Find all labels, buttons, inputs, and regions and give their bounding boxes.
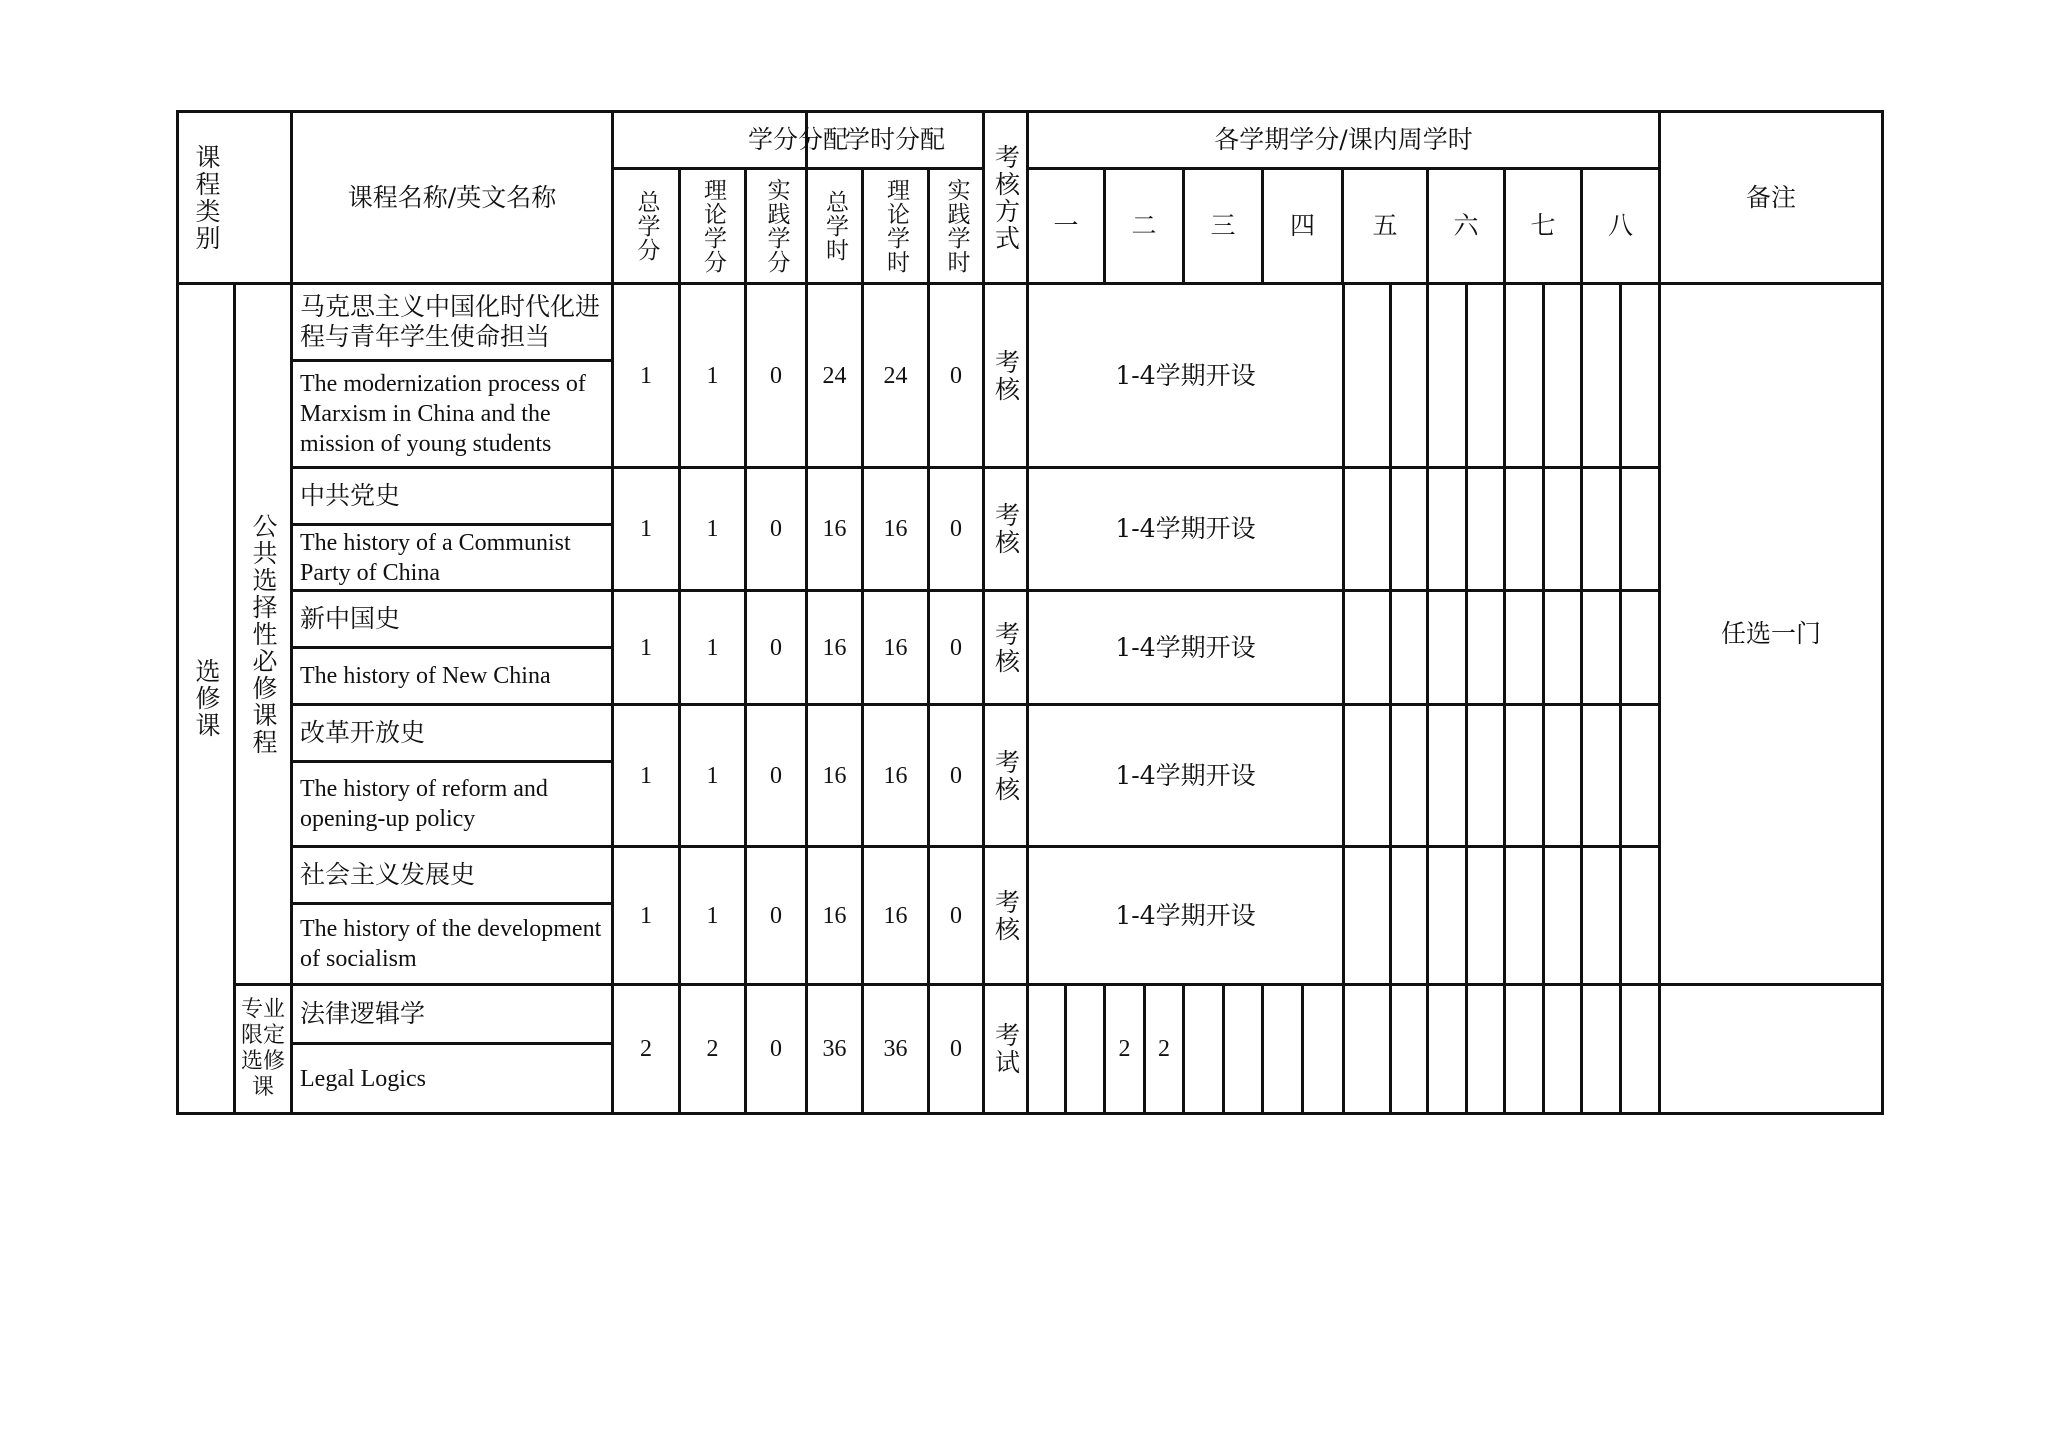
grid-line	[1503, 282, 1506, 983]
grid-line	[1261, 983, 1264, 1115]
assessment: 考核	[991, 888, 1021, 943]
course-name-zh: 新中国史	[300, 604, 401, 633]
assessment: 考核	[991, 620, 1021, 675]
grid-line	[1503, 983, 1506, 1115]
course-name-en: The history of reform and opening-up policy	[300, 776, 548, 832]
credit-practice: 0	[770, 362, 782, 389]
credit-practice: 0	[770, 902, 782, 929]
semester-note: 1-4学期开设	[1115, 760, 1256, 790]
grid-line	[1542, 282, 1545, 983]
grid-line	[1465, 983, 1468, 1115]
header-assessment: 考核方式	[991, 143, 1021, 252]
header-credit-total: 总学分	[633, 190, 660, 262]
hour-theory: 16	[883, 634, 908, 661]
credit-theory: 1	[706, 362, 719, 389]
course-name-en: The history of the development of socialism	[300, 916, 602, 972]
grid-line	[1389, 983, 1392, 1115]
grid-line	[1301, 983, 1304, 1115]
credit-total: 1	[640, 516, 652, 542]
hour-practice: 0	[950, 516, 962, 542]
grid-line	[1064, 983, 1067, 1115]
header-semester-4: 四	[1289, 211, 1315, 240]
grid-line	[1465, 282, 1468, 983]
category-elective: 选修课	[192, 658, 221, 739]
hour-total: 16	[822, 634, 847, 661]
course-name-zh: 社会主义发展史	[300, 860, 476, 889]
grid-line	[1342, 282, 1345, 983]
header-credit-practice: 实践学分	[763, 178, 790, 274]
header-semester-8: 八	[1607, 211, 1633, 240]
credit-practice: 0	[770, 516, 782, 542]
header-semester-3: 三	[1210, 211, 1236, 240]
grid-line	[1580, 983, 1583, 1115]
grid-line	[1426, 282, 1429, 983]
course-name-zh: 改革开放史	[300, 718, 426, 747]
hour-practice: 0	[950, 634, 962, 661]
hour-theory: 16	[883, 516, 908, 542]
course-name-en: Legal Logics	[300, 1065, 426, 1092]
hour-practice: 0	[950, 362, 962, 389]
grid-line	[1342, 983, 1345, 1115]
header-semester-2: 二	[1131, 211, 1157, 240]
hour-total: 16	[822, 762, 847, 789]
credit-practice: 0	[770, 634, 782, 661]
assessment: 考核	[991, 502, 1021, 556]
semester-note: 1-4学期开设	[1115, 900, 1256, 930]
course-name-zh: 法律逻辑学	[300, 999, 426, 1028]
assessment: 考核	[991, 748, 1021, 803]
header-hour-practice: 实践学时	[943, 178, 970, 274]
header-semester-1: 一	[1053, 211, 1079, 240]
header-credit-theory: 理论学分	[700, 178, 726, 274]
course-name-zh: 中共党史	[300, 481, 401, 510]
hour-theory: 16	[883, 762, 908, 789]
grid-line	[1426, 983, 1429, 1115]
grid-line	[1542, 983, 1545, 1115]
grid-line	[1619, 983, 1622, 1115]
header-semester-group: 各学期学分/课内周学时	[1214, 125, 1473, 154]
grid-line	[1619, 282, 1622, 983]
semester-note: 1-4学期开设	[1115, 632, 1256, 662]
credit-total: 1	[640, 634, 652, 661]
semester-note: 1-4学期开设	[1115, 360, 1256, 390]
semester-2-credit: 2	[1118, 1036, 1131, 1062]
course-name-en: The history of a Communist Party of China	[300, 529, 571, 586]
grid-line	[1389, 282, 1392, 983]
header-course-name: 课程名称/英文名称	[347, 182, 557, 212]
credit-total: 1	[640, 902, 652, 929]
semester-note: 1-4学期开设	[1115, 514, 1256, 543]
course-name-zh: 马克思主义中国化时代化进程与青年学生使命担当	[300, 292, 601, 351]
header-semester-5: 五	[1372, 211, 1398, 240]
header-remarks: 备注	[1745, 182, 1796, 212]
hour-total: 16	[822, 516, 847, 542]
header-hour-dist: 学时分配	[844, 125, 945, 154]
group-major-elective-text: 专业限定选修课	[240, 997, 285, 1100]
credit-total: 1	[640, 762, 652, 789]
grid-line	[1222, 983, 1225, 1115]
hour-total: 24	[822, 362, 847, 389]
group-public-elective: 公共选择性必修课程	[249, 512, 278, 756]
group-major-elective	[236, 986, 290, 1112]
header-hour-theory: 理论学时	[883, 178, 909, 274]
credit-total: 1	[640, 362, 652, 389]
credit-theory: 1	[706, 762, 719, 789]
hour-total: 16	[822, 902, 847, 929]
hour-theory: 16	[883, 902, 908, 929]
credit-theory: 1	[706, 902, 719, 929]
header-hour-total: 总学时	[822, 190, 848, 262]
assessment: 考核	[991, 348, 1021, 403]
table-border-right	[1881, 110, 1884, 1115]
credit-total: 2	[640, 1036, 652, 1062]
semester-2-hours: 2	[1158, 1036, 1170, 1062]
credit-practice: 0	[770, 762, 782, 789]
course-name-en: The modernization process of Marxism in China and the mission of young students	[300, 371, 586, 457]
course-name-en: The history of New China	[300, 663, 551, 689]
hour-practice: 0	[950, 902, 962, 929]
credit-practice: 0	[770, 1036, 782, 1062]
credit-theory: 1	[706, 634, 719, 661]
header-category: 课程类别	[192, 143, 221, 252]
credit-theory: 2	[706, 1036, 719, 1062]
grid-line	[1580, 282, 1583, 983]
hour-practice: 0	[950, 762, 962, 789]
table-border-bottom	[177, 1112, 1884, 1115]
assessment: 考试	[991, 1022, 1021, 1076]
credit-theory: 1	[706, 516, 719, 542]
remark-choose-one: 任选一门	[1720, 619, 1821, 648]
hour-practice: 0	[950, 1036, 962, 1062]
header-semester-7: 七	[1530, 211, 1556, 240]
hour-theory: 24	[883, 362, 908, 389]
header-credit-dist: 学分分配	[747, 125, 848, 154]
header-semester-6: 六	[1453, 211, 1479, 240]
hour-theory: 36	[883, 1036, 908, 1062]
grid-line	[1182, 983, 1185, 1115]
hour-total: 36	[822, 1036, 847, 1062]
